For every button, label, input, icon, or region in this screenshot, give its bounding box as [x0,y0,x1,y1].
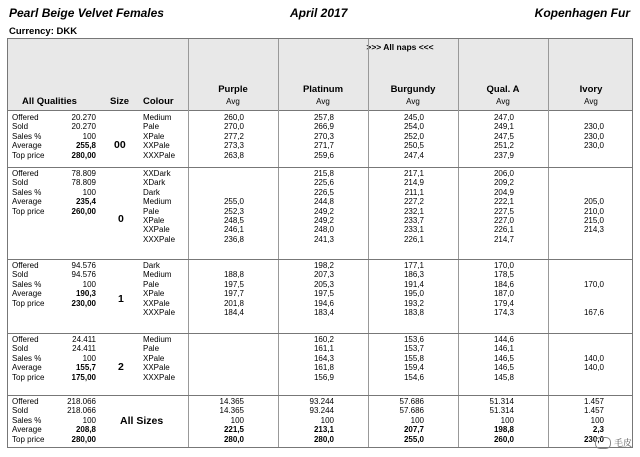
table-cell: 257,8 [313,113,334,122]
table-cell: 260,0 [493,434,514,444]
watermark-text: 毛皮 [613,438,632,448]
colour-name: Pale [143,206,160,216]
table-cell: 250,5 [403,141,424,151]
table-cell: 1.457 [583,406,604,416]
value-column [458,261,514,317]
stat-value: 218.066 [67,397,96,406]
table-cell: 156,9 [313,372,334,382]
stat-label: Offered [12,113,39,122]
col-platinum: Platinum [302,84,344,95]
table-cell: 259,6 [313,150,334,160]
table-cell: 252,0 [403,131,424,141]
table-cell: 280,0 [223,434,244,444]
table-cell: 205,0 [583,197,604,207]
auction-table [7,38,633,448]
stat-label: Sales % [12,187,42,197]
stat-label: Offered [12,169,39,178]
stat-label: Average [12,197,42,207]
value-column [188,169,244,244]
stat-value: 280,00 [71,150,96,160]
colour-name: Pale [143,122,160,132]
table-cell: 187,0 [493,289,514,299]
table-cell [188,261,244,270]
size-label: 1 [118,293,124,305]
table-cell: 160,2 [313,335,334,344]
table-cell: 232,1 [403,206,424,216]
table-cell: 248,5 [223,215,244,225]
table-cell: 197,5 [223,279,244,289]
table-cell: 205,3 [313,279,334,289]
col-purple-avg: Avg [226,97,240,106]
stat-value: 235,4 [75,197,96,207]
table-cell: 226,1 [403,234,424,244]
all-sizes-label: All Sizes [120,415,164,427]
table-cell: 146,5 [493,353,514,363]
table-cell: 188,8 [223,270,244,280]
table-cell [548,235,604,244]
table-cell: 214,7 [493,234,514,244]
total-column [278,397,334,444]
colour-name: Dark [143,261,160,270]
table-cell: 215,0 [583,215,604,225]
table-cell: 213,1 [313,425,334,435]
table-cell: 270,3 [313,131,334,141]
table-cell: 159,4 [403,363,424,373]
stat-value: 100 [82,279,96,289]
stat-value: 280,00 [71,434,96,444]
value-column [188,113,244,160]
stat-label: Offered [12,397,39,406]
col-all-qualities: All Qualities [22,96,77,107]
table-cell: 93.244 [309,406,334,416]
colour-name: XXDark [143,169,171,178]
table-cell [548,299,604,308]
table-cell: 237,9 [493,150,514,160]
table-cell: 233,1 [403,225,424,235]
table-cell: 204,9 [493,187,514,197]
table-cell: 260,0 [223,113,244,122]
table-cell: 233,7 [403,215,424,225]
value-column [548,261,604,317]
table-cell: 195,0 [403,289,424,299]
colour-name: XDark [143,178,166,188]
table-cell: 51.314 [489,406,514,416]
table-cell [548,261,604,270]
stat-label: Sold [12,178,29,188]
table-cell: 210,0 [583,206,604,216]
table-cell [548,270,604,279]
stat-value: 218.066 [67,406,96,416]
table-cell: 227,2 [403,197,424,207]
table-cell: 230,0 [583,141,604,151]
table-cell: 144,6 [493,335,514,344]
col-qual-a: Qual. A [486,84,520,95]
table-cell: 93.244 [309,397,334,406]
stat-value: 78.809 [71,169,96,178]
table-cell: 215,8 [313,169,334,178]
table-cell: 14.365 [219,397,244,406]
table-cell: 266,9 [313,122,334,132]
stat-value: 190,3 [75,289,96,299]
table-cell: 248,0 [313,225,334,235]
stat-label: Sold [12,122,29,132]
stat-label: Average [12,425,42,435]
title-right: Kopenhagen Fur [534,6,630,20]
value-column [278,261,334,317]
stat-values [28,335,96,382]
watermark [595,436,632,449]
stat-value: 230,00 [71,298,96,308]
table-cell: 140,0 [583,363,604,373]
value-column [548,113,604,160]
table-cell: 280,0 [313,434,334,444]
table-cell [188,178,244,187]
table-cell: 227,5 [493,206,514,216]
table-cell: 100 [590,415,604,425]
stat-value: 94.576 [71,270,96,280]
colour-name: Pale [143,279,160,289]
stat-value: 155,7 [75,363,96,373]
table-cell [548,188,604,197]
table-cell: 193,2 [403,298,424,308]
table-cell: 254,0 [403,122,424,132]
colour-list [143,335,175,382]
table-cell: 197,7 [223,289,244,299]
table-cell: 184,4 [223,307,244,317]
table-cell: 100 [500,415,514,425]
title-left: Pearl Beige Velvet Females [9,6,164,20]
table-cell: 146,5 [493,363,514,373]
table-cell: 230,0 [583,122,604,132]
table-cell: 164,3 [313,353,334,363]
table-cell: 226,1 [493,225,514,235]
value-column [368,113,424,160]
value-column [368,169,424,244]
table-cell: 221,5 [223,425,244,435]
value-column [458,113,514,160]
stat-value: 20.270 [71,113,96,122]
col-colour: Colour [143,96,174,107]
table-cell: 273,3 [223,141,244,151]
table-cell: 207,3 [313,270,334,280]
total-column [368,397,424,444]
stat-label: Sales % [12,415,42,425]
stat-label: Offered [12,261,39,270]
table-cell: 153,7 [403,344,424,354]
stat-label: Top price [12,298,45,308]
stat-value: 24.411 [72,335,96,344]
table-cell: 211,1 [404,187,424,197]
colour-name: XXXPale [143,234,176,244]
colour-list [143,113,175,160]
table-cell: 57.686 [399,406,424,416]
table-cell: 201,8 [223,298,244,308]
stat-label: Average [12,363,42,373]
stat-value: 175,00 [71,372,96,382]
stat-value: 78.809 [71,178,96,188]
table-cell [188,373,244,382]
table-cell: 177,1 [403,261,424,270]
table-cell: 246,1 [223,225,244,235]
stat-label: Sales % [12,279,42,289]
col-purple: Purple [218,84,248,95]
title-center: April 2017 [290,6,348,20]
table-cell: 236,8 [223,234,244,244]
table-cell: 1.457 [583,397,604,406]
table-cell: 100 [230,415,244,425]
table-cell: 207,7 [403,425,424,435]
colour-list [143,169,175,244]
colour-name: XPale [143,131,165,141]
stat-value: 94.576 [71,261,96,270]
table-cell: 247,0 [493,113,514,122]
stat-values [28,113,96,160]
total-column [458,397,514,444]
value-column [368,335,424,382]
stat-value: 255,8 [75,141,96,151]
table-cell: 251,2 [493,141,514,151]
table-cell: 191,4 [403,279,424,289]
table-cell: 225,6 [313,178,334,188]
wechat-icon [595,437,611,449]
table-cell: 186,3 [403,270,424,280]
col-burgundy: Burgundy [390,84,436,95]
size-label: 0 [118,213,124,225]
table-cell: 230,0 [583,434,604,444]
table-cell: 161,1 [313,344,334,354]
table-cell: 206,0 [493,169,514,178]
stat-value: 100 [82,131,96,141]
stat-label: Sales % [12,131,42,141]
col-ivory: Ivory [579,84,603,95]
table-cell: 51.314 [489,397,514,406]
table-cell: 154,6 [403,372,424,382]
stat-value: 100 [82,353,96,363]
stat-value: 20.270 [71,122,96,132]
table-cell: 161,8 [313,363,334,373]
table-cell: 146,1 [493,344,514,354]
colour-name: Pale [143,344,160,354]
table-cell [188,354,244,363]
value-column [278,169,334,244]
table-cell [188,344,244,353]
table-cell: 184,6 [493,279,514,289]
colour-name: XPale [143,215,165,225]
table-header [8,39,632,111]
table-cell [548,289,604,298]
stat-value: 100 [82,415,96,425]
table-cell: 247,5 [493,131,514,141]
total-column [188,397,244,444]
table-cell: 183,8 [403,307,424,317]
stat-label: Sold [12,270,29,280]
currency-label: Currency: DKK [9,26,78,37]
table-cell [548,113,604,122]
table-cell: 249,1 [493,122,514,132]
colour-name: Medium [143,335,172,344]
colour-name: Medium [143,270,172,280]
value-column [188,261,244,317]
table-cell: 255,0 [403,434,424,444]
table-cell: 153,6 [403,335,424,344]
table-cell: 245,0 [403,113,424,122]
stat-label: Average [12,141,42,151]
table-cell: 145,8 [493,372,514,382]
value-column [278,335,334,382]
size-label: 00 [114,139,126,151]
table-cell: 271,7 [313,141,334,151]
value-column [458,169,514,244]
table-cell: 226,5 [313,187,334,197]
stat-values [28,169,96,216]
table-cell [188,188,244,197]
table-cell: 270,0 [223,122,244,132]
table-cell: 214,9 [403,178,424,188]
table-cell [548,373,604,382]
table-cell: 14.365 [219,406,244,416]
stat-label: Top price [12,372,45,382]
table-cell: 227,0 [493,215,514,225]
stat-value: 208,8 [75,425,96,435]
table-cell: 183,4 [313,307,334,317]
colour-name: Dark [143,187,160,197]
table-cell: 214,3 [583,225,604,235]
table-cell: 100 [320,415,334,425]
table-cell [548,169,604,178]
stat-values [28,261,96,308]
colour-name: XXPale [143,363,170,373]
colour-name: XXXPale [143,372,176,382]
stat-value: 100 [82,187,96,197]
stat-label: Sales % [12,353,42,363]
table-cell: 194,6 [313,298,334,308]
colour-name: Medium [143,113,172,122]
all-naps-label: >>> All naps <<< [366,42,434,52]
table-cell: 198,8 [493,425,514,435]
col-burgundy-avg: Avg [406,97,420,106]
table-cell: 217,1 [403,169,424,178]
table-cell: 197,5 [313,289,334,299]
table-cell [188,335,244,344]
colour-name: XXXPale [143,307,176,317]
colour-name: XPale [143,289,165,299]
table-cell [548,335,604,344]
table-cell [548,178,604,187]
stat-label: Sold [12,406,29,416]
colour-name: XXPale [143,298,170,308]
stat-label: Top price [12,150,45,160]
colour-name: XXPale [143,141,170,151]
stat-label: Offered [12,335,39,344]
table-cell: 170,0 [583,279,604,289]
stat-value: 24.411 [72,344,96,354]
value-column [368,261,424,317]
stat-label: Sold [12,344,29,354]
col-size: Size [110,96,130,107]
stat-label: Top price [12,206,45,216]
table-cell: 263,8 [223,150,244,160]
col-platinum-avg: Avg [316,97,330,106]
table-cell: 255,0 [223,197,244,207]
table-cell [548,344,604,353]
colour-name: Medium [143,197,172,207]
stat-label: Average [12,289,42,299]
table-cell: 247,4 [403,150,424,160]
stat-value: 260,00 [71,206,96,216]
stat-label: Top price [12,434,45,444]
value-column [458,335,514,382]
table-cell: 198,2 [313,261,334,270]
table-cell: 249,2 [313,206,334,216]
table-cell: 140,0 [583,353,604,363]
table-cell: 155,8 [403,353,424,363]
value-column [548,169,604,244]
value-column [548,335,604,382]
table-cell [548,151,604,160]
table-cell: 179,4 [493,298,514,308]
table-cell: 244,8 [313,197,334,207]
size-label: 2 [118,361,124,373]
colour-name: XXXPale [143,150,176,160]
table-cell: 57.686 [399,397,424,406]
table-cell: 170,0 [493,261,514,270]
table-cell: 100 [410,415,424,425]
table-cell: 241,3 [313,234,334,244]
value-column [188,335,244,382]
table-cell: 174,3 [493,307,514,317]
stat-values [28,397,96,444]
table-cell: 2,3 [592,425,604,435]
table-cell: 230,0 [583,131,604,141]
table-cell: 252,3 [223,206,244,216]
table-cell: 222,1 [493,197,514,207]
table-cell: 249,2 [313,215,334,225]
table-cell: 178,5 [493,270,514,280]
table-cell [188,363,244,372]
col-ivory-avg: Avg [584,97,598,106]
table-cell: 277,2 [223,131,244,141]
colour-list [143,261,175,317]
colour-name: XXPale [143,225,170,235]
col-qual-a-avg: Avg [496,97,510,106]
table-cell: 209,2 [493,178,514,188]
table-cell [188,169,244,178]
value-column [278,113,334,160]
table-cell: 167,6 [583,307,604,317]
colour-name: XPale [143,353,165,363]
